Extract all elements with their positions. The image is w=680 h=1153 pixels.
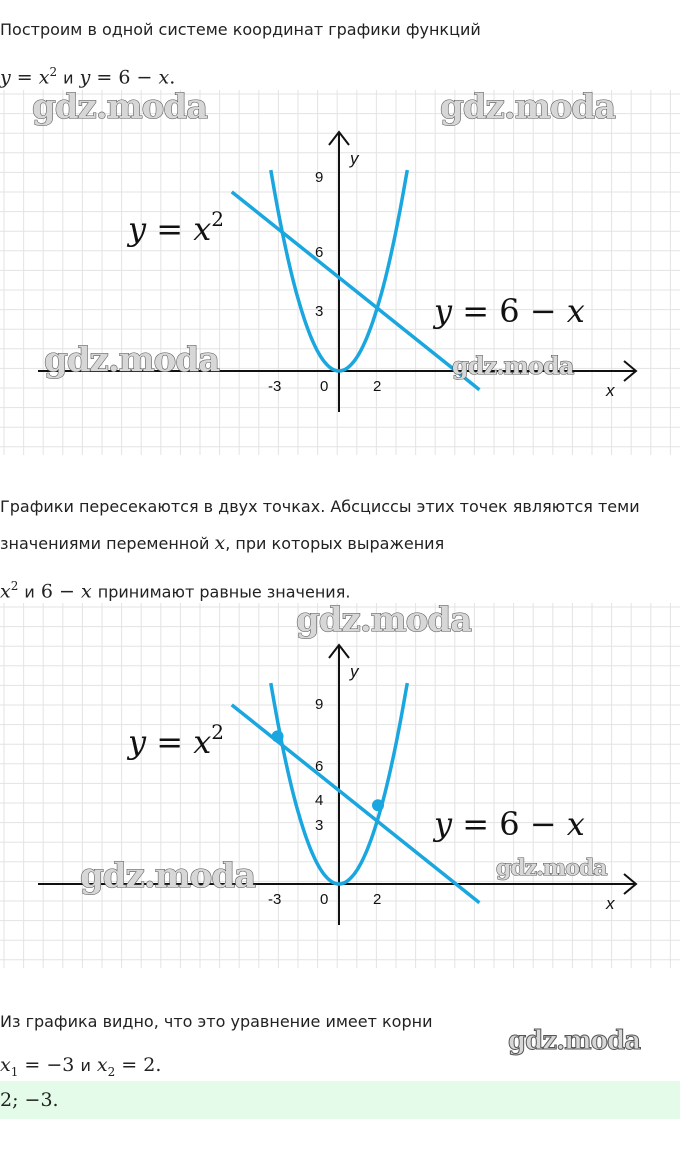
x-tick-2: 2 [373,378,382,395]
math-x: x [38,66,50,89]
math-eq: = [16,66,33,89]
math-x1: x [0,1054,11,1076]
math-x: x [214,532,226,554]
watermark: gdz.moda [80,856,256,896]
line-label: y = 6 − x [434,292,585,330]
math-minus: − [59,580,75,603]
watermark: gdz.moda [496,855,607,881]
y-tick-6: 6 [315,758,324,775]
parabola-label: y = $x^2$ [128,207,225,248]
graph-2-svg [0,603,680,968]
math-y2: y [79,66,91,89]
para1-line-2-b: , при которых выражения [225,534,445,553]
math-eq2: = [96,66,113,89]
y-axis-label: y [350,149,359,168]
math-x2: x [96,1054,108,1076]
y-tick-4: 4 [315,792,324,809]
math-sub-1: 1 [10,1064,19,1079]
y-tick-3: 3 [315,817,324,834]
y-tick-3: 3 [315,303,324,320]
x-tick-0: 0 [320,378,329,395]
para2-roots-line [0,1055,161,1082]
conj-and: и [80,1056,91,1075]
conj-and: и [63,68,74,88]
para1-line-3 [0,576,350,602]
x-tick-minus3: -3 [268,378,282,395]
math-x: x [0,580,11,603]
graph-2 [0,603,680,968]
parabola-label: y = $x^2$ [128,720,225,761]
y-axis-label: y [350,662,359,681]
answer-box [0,1081,680,1119]
math-value-2: 2. [143,1054,162,1076]
math-six: 6 [40,580,53,603]
para1-line-3-tail: принимают равные значения. [97,582,351,602]
y-tick-9: 9 [315,696,324,713]
math-x2: x [80,580,92,603]
intro-formula-line [0,62,175,88]
math-eq: = [24,1054,41,1076]
math-eq2: = [121,1054,138,1076]
intersection-point [272,730,284,742]
math-sq: 2 [10,579,19,593]
math-x2: x [158,66,170,89]
intersection-point [372,799,384,811]
math-minus: − [136,66,153,89]
answer-text: 2; −3. [0,1089,59,1111]
y-tick-6: 6 [315,244,324,261]
graph-1-svg [0,90,680,455]
para1-line-1: Графики пересекаются в двух точках. Абсциссы этих точек являются теми [0,497,640,516]
watermark: gdz.moda [32,90,208,127]
math-dot: . [169,66,176,89]
watermark: gdz.moda [452,351,574,380]
x-tick-0: 0 [320,891,329,908]
math-six: 6 [118,66,131,89]
x-tick-2: 2 [373,891,382,908]
watermark: gdz.moda [44,340,220,380]
intro-line-1: Построим в одной системе координат графики функций [0,20,481,39]
para1-line-2-a: значениями переменной [0,534,215,553]
x-tick-minus3: -3 [268,891,282,908]
math-sub-2: 2 [107,1064,116,1079]
x-axis-label: x [606,381,615,400]
para2-line-1: Из графика видно, что это уравнение имеет корни [0,1012,433,1031]
watermark: gdz.moda [296,603,472,640]
x-axis-label: x [606,894,615,913]
line-label: y = 6 − x [434,805,585,843]
conj-and: и [24,582,35,602]
math-value-1: −3 [46,1054,75,1076]
math-y: y [0,66,11,89]
y-tick-9: 9 [315,169,324,186]
math-sq: 2 [49,65,58,79]
watermark: gdz.moda [508,1026,641,1056]
watermark: gdz.moda [440,90,616,127]
graph-1 [0,90,680,455]
para1-line-2 [0,533,444,554]
